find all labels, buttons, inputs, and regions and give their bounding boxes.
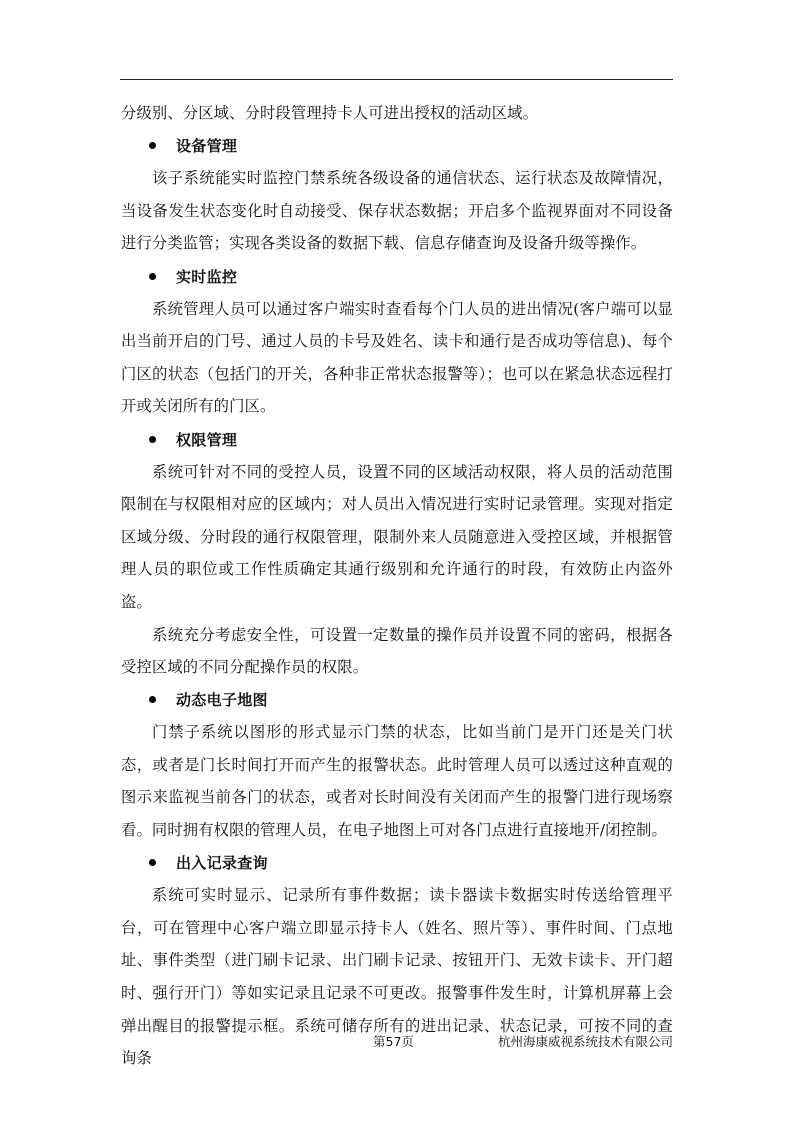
- section-heading-dynamic-map: [121, 684, 673, 717]
- bullet-icon: [149, 859, 156, 866]
- section-paragraph: 系统充分考虑安全性，可设置一定数量的操作员并设置不同的密码，根据各受控区域的不同分配操作员的权限。: [121, 625, 673, 677]
- section-paragraph: 系统可针对不同的受控人员，设置不同的区域活动权限，将人员的活动范围限制在与权限相对应的区域内；对人员出入情况进行实时记录管理。实现对指定区域分级、分时段的通行权限管理，限制外来人员随意进入受控区域，并根据管理人员的职位或工作性质确定其通行级别和允许通行的时段，有效防止内盗外盗。: [121, 462, 673, 611]
- section-paragraph: 该子系统能实时监控门禁系统各级设备的通信状态、运行状态及故障情况，当设备发生状态变化时自动接受、保存状态数据；开启多个监视界面对不同设备进行分类监管；实现各类设备的数据下载、信息存储查询及设备升级等操作。: [121, 169, 673, 253]
- bullet-icon: [149, 696, 156, 703]
- section-heading-device-management: [121, 130, 673, 163]
- section-title: 设备管理: [176, 137, 238, 156]
- company-name: 杭州海康威视系统技术有限公司: [497, 1034, 673, 1049]
- page-content: [121, 97, 673, 1075]
- section-heading-realtime-monitoring: [121, 260, 673, 293]
- page-number: 第57页: [373, 1034, 414, 1049]
- section-paragraph: 系统可实时显示、记录所有事件数据；读卡器读卡数据实时传送给管理平台，可在管理中心客户端立即显示持卡人（姓名、照片等）、事件时间、门点地址、事件类型（进门刷卡记录、出门刷卡记录、按钮开门、无效卡读卡、开门超时、强行开门）等如实记录且记录不可更改。报警事件发生时，计算机屏幕上会弹出醒目的报警提示框。系统可储存所有的进出记录、状态记录，可按不同的查询条: [121, 886, 673, 1068]
- section-title: 动态电子地图: [176, 691, 268, 710]
- continuation-paragraph: 分级别、分区域、分时段管理持卡人可进出授权的活动区域。: [121, 104, 539, 122]
- header-rule: [120, 79, 673, 80]
- bullet-icon: [149, 142, 156, 149]
- section-title: 出入记录查询: [176, 854, 268, 873]
- section-heading-access-record-query: [121, 847, 673, 880]
- section-paragraph: 系统管理人员可以通过客户端实时查看每个门人员的进出情况(客户端可以显出当前开启的门号、通过人员的卡号及姓名、读卡和通行是否成功等信息)、每个门区的状态（包括门的开关，各种非正常状态报警等）；也可以在紧急状态远程打开或关闭所有的门区。: [121, 299, 673, 416]
- bullet-icon: [149, 436, 156, 443]
- section-heading-permission-management: [121, 423, 673, 456]
- section-paragraph: 门禁子系统以图形的形式显示门禁的状态，比如当前门是开门还是关门状态，或者是门长时间打开而产生的报警状态。此时管理人员可以透过这种直观的图示来监视当前各门的状态，或者对长时间没有关闭而产生的报警门进行现场察看。同时拥有权限的管理人员，在电子地图上可对各门点进行直接地开/闭控制。: [121, 723, 673, 840]
- bullet-icon: [149, 273, 156, 280]
- section-title: 实时监控: [176, 267, 238, 286]
- section-title: 权限管理: [176, 430, 238, 449]
